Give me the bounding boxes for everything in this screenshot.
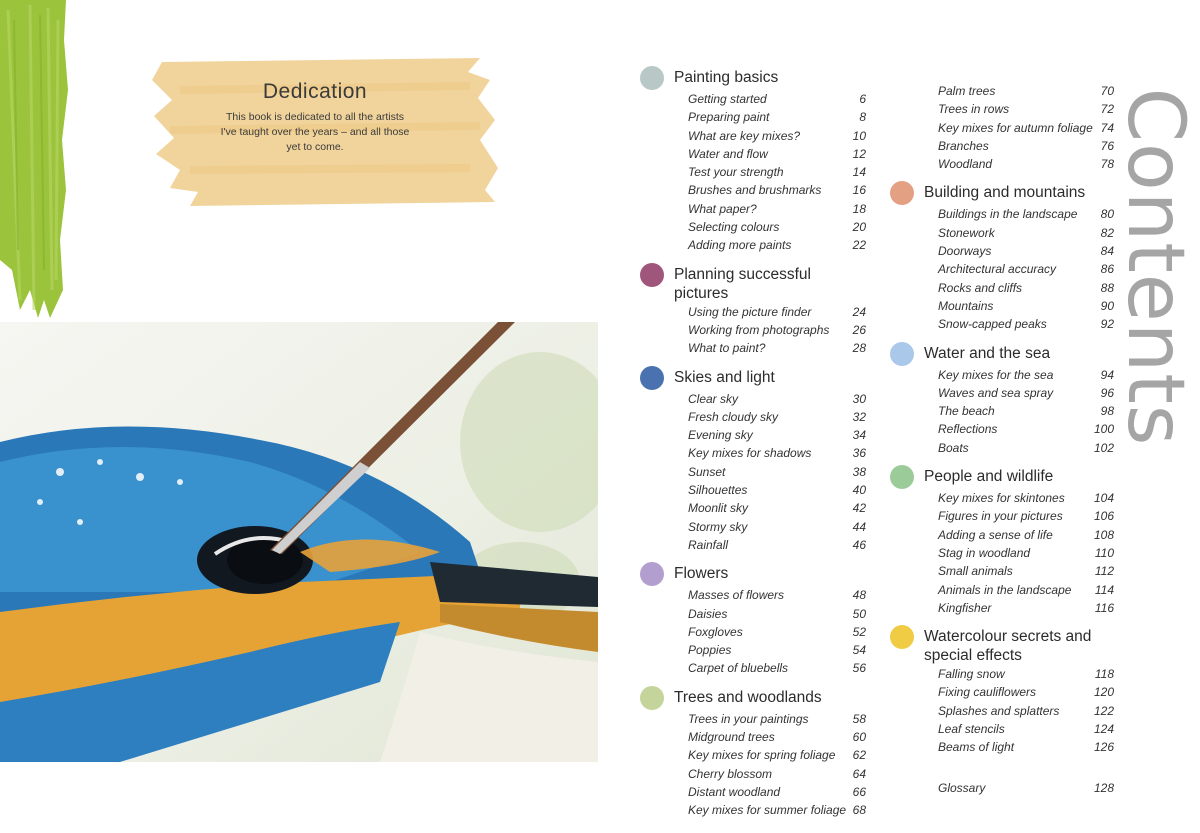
entry-label: Cherry blossom [688,766,773,781]
entry-label: Small animals [938,564,1013,579]
toc-section [640,66,866,255]
toc-entry[interactable] [938,155,1114,173]
toc-entry[interactable] [688,321,866,339]
kingfisher-painting-image [0,322,598,762]
toc-entry[interactable] [938,242,1114,260]
toc-entry[interactable] [938,297,1114,315]
toc-entry[interactable] [688,463,866,481]
entry-page: 102 [1093,440,1114,455]
entry-page: 60 [852,730,866,745]
entry-label: Selecting colours [688,220,780,235]
toc-entry[interactable] [938,366,1114,384]
toc-entry[interactable] [688,200,866,218]
toc-entry[interactable] [688,765,866,783]
toc-section [890,342,1114,457]
entry-page: 68 [852,803,866,818]
entry-page: 66 [852,784,866,799]
contents-heading-text: Contents [1110,87,1200,447]
toc-entry[interactable] [938,119,1114,137]
section-title: Building and mountains [924,184,1086,202]
entry-page: 126 [1093,740,1114,755]
entry-label: Palm trees [938,84,996,98]
toc-entry[interactable] [688,145,866,163]
entry-page: 110 [1094,545,1114,560]
toc-section [640,562,866,677]
toc-entry-glossary[interactable] [938,779,1114,797]
entry-page: 10 [852,128,866,143]
entry-label: Reflections [938,422,998,437]
entry-page: 96 [1100,385,1114,400]
entry-label: Fixing cauliflowers [938,685,1037,700]
toc-section [890,465,1114,617]
toc-entry[interactable] [938,489,1114,507]
section-heading[interactable] [640,263,866,303]
entry-page: 58 [852,711,866,726]
entry-label: Architectural accuracy [938,262,1057,277]
entry-page: 50 [852,606,866,621]
entry-label: Key mixes for summer foliage [688,803,847,818]
toc-section [640,366,866,555]
entry-page: 118 [1094,667,1114,682]
entry-page: 92 [1100,317,1114,332]
entry-label: Falling snow [938,667,1005,682]
dedication-line: This book is dedicated to all the artists [225,111,404,123]
entry-label: Fresh cloudy sky [688,409,779,424]
entry-label: Mountains [938,298,994,313]
entry-page: 24 [852,304,866,319]
entry-label: Splashes and splatters [938,703,1060,718]
entry-page: 78 [1100,157,1114,172]
section-heading[interactable] [890,181,1114,205]
toc-entry[interactable] [688,710,866,728]
section-heading[interactable] [640,686,866,710]
section-title: Flowers [674,565,729,583]
entry-label: Adding a sense of life [938,527,1053,542]
toc-entry[interactable] [938,720,1114,738]
toc-entry[interactable] [938,683,1114,701]
toc-section [640,686,866,820]
toc-section [890,625,1114,756]
toc-entry[interactable] [938,507,1114,525]
toc-entry[interactable] [688,605,866,623]
entry-label: Beams of light [938,740,1015,755]
toc-section [640,263,866,358]
section-color-dot [890,465,914,489]
entry-page: 20 [852,220,866,235]
entry-label: Carpet of bluebells [688,661,789,676]
entry-page: 8 [859,110,866,125]
toc-entry[interactable] [688,426,866,444]
trees-continued [890,82,1114,173]
toc-entry[interactable] [688,623,866,641]
entry-label: Sunset [688,464,726,479]
entry-page: 112 [1094,564,1114,579]
toc-entry[interactable] [688,586,866,604]
section-color-dot [640,686,664,710]
toc-entry[interactable] [688,728,866,746]
section-title: Painting basics [674,69,779,86]
toc-entry[interactable] [938,439,1114,457]
entry-page: 44 [852,519,866,534]
section-title: Trees and woodlands [674,688,822,706]
section-color-dot [890,342,914,366]
entry-label: Moonlit sky [688,501,749,516]
entry-page: 98 [1100,404,1114,419]
entry-label: Trees in rows [938,102,1010,117]
entry-label: Snow-capped peaks [938,317,1047,332]
contents-heading [1110,72,1200,462]
entry-page: 12 [852,146,866,161]
entry-label: Branches [938,138,989,153]
entry-label: Foxgloves [688,624,743,639]
entry-page: 116 [1094,600,1114,615]
entry-label: Figures in your pictures [938,509,1063,524]
toc-entry[interactable] [938,224,1114,242]
toc-column-right [890,82,1114,797]
toc-entry[interactable] [938,205,1114,223]
green-brushstroke [0,0,70,320]
entry-label: Water and flow [688,146,768,161]
section-heading[interactable] [640,66,866,90]
toc-entry[interactable] [688,108,866,126]
section-color-dot [890,625,914,649]
glossary-row [890,779,1114,797]
section-title: Water and the sea [924,344,1051,362]
toc-entry[interactable] [938,581,1114,599]
dedication-text [205,110,425,155]
entry-page: 100 [1093,422,1114,437]
entry-page: 18 [852,201,866,216]
entry-label: Key mixes for shadows [688,446,812,461]
toc-entry[interactable] [688,518,866,536]
entry-page: 52 [852,624,866,639]
entry-label: Distant woodland [688,784,781,799]
entry-page: 86 [1100,262,1114,277]
entry-page: 38 [852,464,866,479]
toc-entry[interactable] [938,562,1114,580]
entry-label: Key mixes for skintones [938,491,1065,506]
entry-page: 64 [852,766,866,781]
entry-page: 82 [1100,225,1114,240]
section-heading[interactable] [640,366,866,390]
toc-entry[interactable] [688,390,866,408]
section-heading[interactable] [890,625,1114,665]
entry-label: Evening sky [688,428,753,443]
entry-label: Kingfisher [938,600,992,615]
toc-entry[interactable] [688,536,866,554]
entry-page: 124 [1093,722,1114,737]
entry-page: 40 [852,483,866,498]
section-title: People and wildlife [924,468,1054,486]
entry-label: What are key mixes? [688,128,801,143]
entry-label: Buildings in the landscape [938,207,1078,222]
entry-label: Brushes and brushmarks [688,183,822,198]
toc-entry[interactable] [938,702,1114,720]
entry-label: Rainfall [688,537,729,552]
entry-label: Doorways [938,244,992,259]
toc-entry[interactable] [688,801,866,819]
toc-entry[interactable] [938,738,1114,756]
entry-page: 70 [1100,84,1114,98]
toc-entry[interactable] [688,641,866,659]
entry-label: Masses of flowers [688,588,785,603]
entry-label: Key mixes for autumn foliage [938,120,1093,135]
entry-label: Key mixes for spring foliage [688,748,836,763]
entry-page: 84 [1100,244,1114,259]
toc-entry[interactable] [688,218,866,236]
entry-label: Working from photographs [688,322,830,337]
entry-page: 46 [852,537,866,552]
entry-label: Boats [938,440,969,455]
entry-label: The beach [938,404,995,419]
entry-label: Adding more paints [688,238,792,253]
toc-entry[interactable] [938,279,1114,297]
entry-page: 6 [859,92,866,106]
entry-label: Waves and sea spray [938,385,1054,400]
entry-label: Clear sky [688,391,739,406]
entry-page: 76 [1100,138,1114,153]
entry-page: 80 [1100,207,1114,222]
entry-page: 108 [1093,527,1114,542]
toc-entry[interactable] [938,665,1114,683]
toc-entry[interactable] [688,90,866,108]
entry-label: Rocks and cliffs [938,280,1023,295]
entry-label: Animals in the landscape [938,582,1072,597]
toc-entry[interactable] [938,260,1114,278]
section-color-dot [640,562,664,586]
section-heading[interactable] [890,465,1114,489]
toc-entry[interactable] [688,339,866,357]
entry-label: Test your strength [688,165,784,180]
toc-column-left [640,66,866,820]
section-title: Watercolour secrets and special effects [924,628,1092,665]
entry-label: Silhouettes [688,483,748,498]
entry-page: 104 [1093,491,1114,506]
toc-entry[interactable] [688,408,866,426]
toc-entry[interactable] [938,82,1114,100]
entry-label: Using the picture finder [688,304,812,319]
toc-entry[interactable] [688,181,866,199]
toc-entry[interactable] [938,100,1114,118]
entry-label: Midground trees [688,730,775,745]
toc-entry[interactable] [688,163,866,181]
entry-label: Leaf stencils [938,722,1005,737]
entry-page: 74 [1100,120,1114,135]
toc-section [890,181,1114,333]
entry-page: 88 [1100,280,1114,295]
entry-page: 120 [1093,685,1114,700]
toc-entry[interactable] [938,599,1114,617]
entry-page: 94 [1100,367,1114,382]
entry-page: 54 [852,643,866,658]
entry-label: What paper? [688,201,757,216]
entry-label: Daisies [688,606,728,621]
entry-label: Key mixes for the sea [938,367,1054,382]
toc-entry[interactable] [938,384,1114,402]
entry-page: 90 [1100,298,1114,313]
toc-entry[interactable] [688,481,866,499]
dedication-line: I've taught over the years – and all those [220,126,410,138]
section-heading[interactable] [890,342,1114,366]
section-heading[interactable] [640,562,866,586]
entry-page: 122 [1093,703,1114,718]
entry-page: 30 [852,391,866,406]
entry-page: 22 [852,238,866,253]
section-title: Planning successful pictures [674,265,811,302]
entry-label: Stormy sky [688,519,748,534]
entry-page: 16 [852,183,866,198]
entry-page: 62 [852,748,866,763]
entry-label: Stag in woodland [938,545,1031,560]
toc-entry[interactable] [938,402,1114,420]
entry-page: 56 [852,661,866,676]
entry-page: 114 [1094,582,1114,597]
entry-label: Getting started [688,92,767,106]
toc-entry[interactable] [688,783,866,801]
dedication-line: yet to come. [286,141,344,153]
toc-entry[interactable] [688,303,866,321]
toc-entry[interactable] [688,499,866,517]
toc-entry[interactable] [688,746,866,764]
entry-label: Stonework [938,225,995,240]
entry-label: What to paint? [688,341,766,356]
entry-page: 14 [852,165,866,180]
entry-page: 42 [852,501,866,516]
entry-label: Woodland [938,157,993,172]
section-title: Skies and light [674,368,775,386]
toc-entry[interactable] [938,420,1114,438]
entry-label: Preparing paint [688,110,770,125]
section-color-dot [640,263,664,287]
entry-page: 26 [852,322,866,337]
toc-entry[interactable] [688,659,866,677]
toc-entry[interactable] [688,236,866,254]
entry-page: 72 [1100,102,1114,117]
toc-entry[interactable] [688,127,866,145]
section-color-dot [640,366,664,390]
section-color-dot [640,66,664,90]
toc-entry[interactable] [938,137,1114,155]
entry-label: Trees in your paintings [688,711,809,726]
dedication-title: Dedication [262,80,368,103]
entry-page: 48 [852,588,866,603]
entry-page: 128 [1093,780,1114,795]
entry-page: 32 [852,409,866,424]
toc-entry[interactable] [938,544,1114,562]
section-color-dot [890,181,914,205]
entry-page: 34 [852,428,866,443]
toc-entry[interactable] [688,444,866,462]
entry-page: 36 [852,446,866,461]
toc-entry[interactable] [938,526,1114,544]
toc-entry[interactable] [938,315,1114,333]
entry-label: Glossary [938,780,986,795]
entry-page: 28 [852,341,866,356]
entry-label: Poppies [688,643,732,658]
entry-page: 106 [1093,509,1114,524]
